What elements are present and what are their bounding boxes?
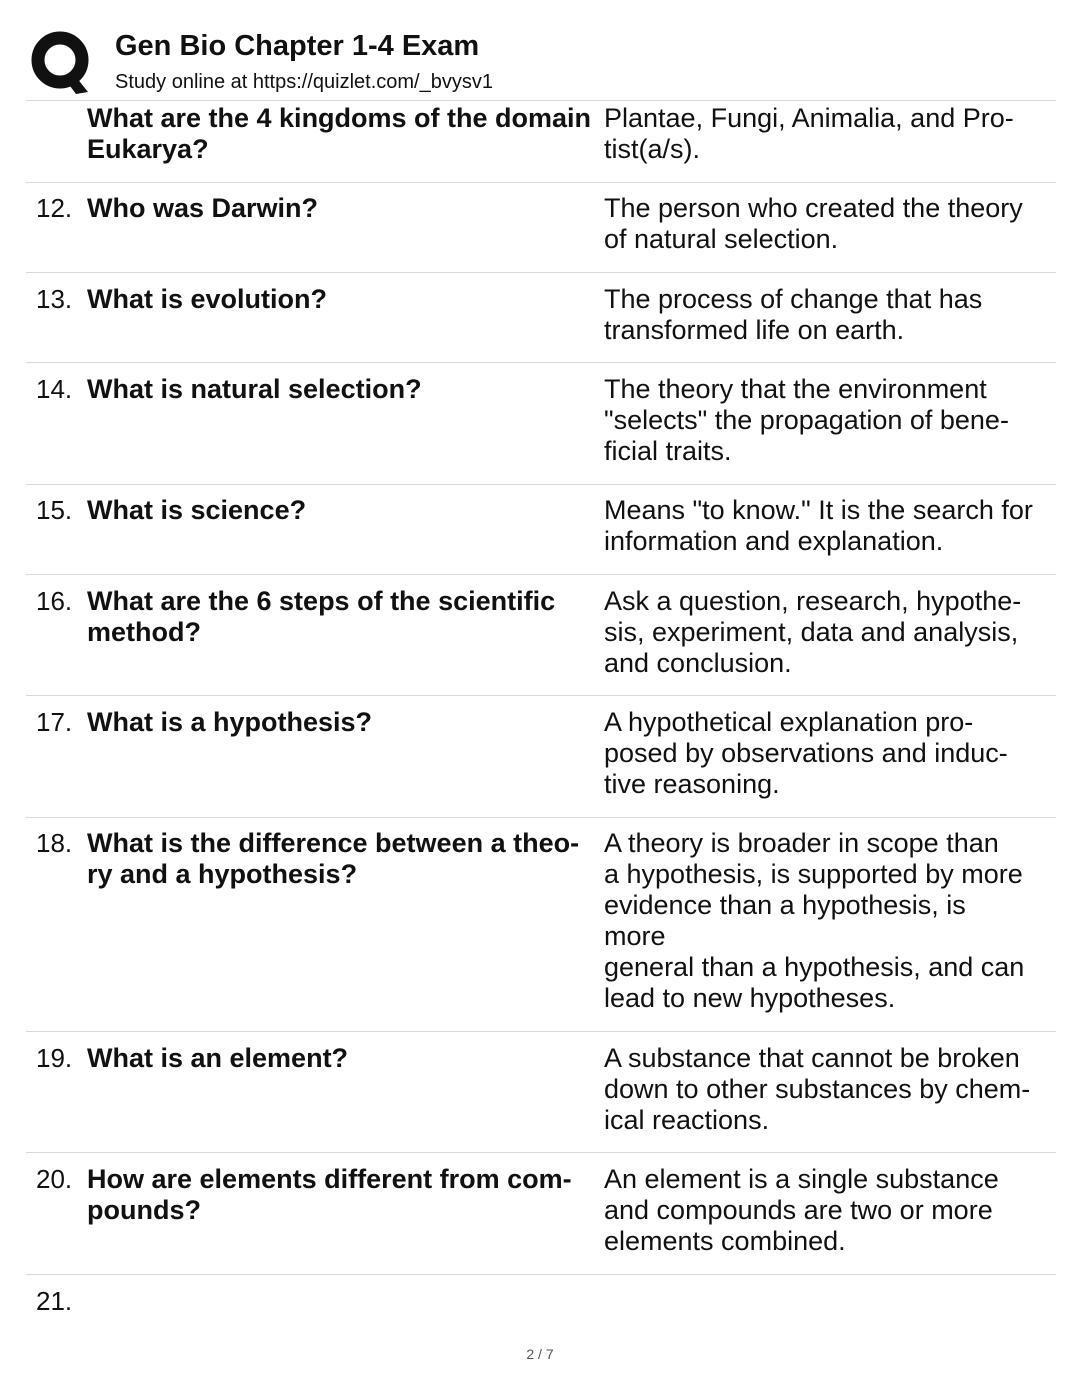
row-divider [26, 1031, 1056, 1032]
row-divider [26, 272, 1056, 273]
row-number: 13. [36, 284, 73, 314]
row-divider [26, 817, 1056, 818]
answer-text: Means "to know." It is the search for information and explanation. [604, 495, 1033, 556]
row-number: 14. [36, 374, 73, 404]
answer-text: Plantae, Fungi, Animalia, and Pro- tist(a/s). [604, 103, 1014, 164]
row-divider [26, 484, 1056, 485]
question-text: What is an element? [87, 1043, 349, 1073]
question-text: What is the difference between a theo- ry and a hypothesis? [87, 828, 580, 889]
study-link-text: Study online at https://quizlet.com/_bvysv1 [115, 71, 493, 93]
question-text: What is a hypothesis? [87, 707, 373, 737]
row-number: 19. [36, 1043, 73, 1073]
row-divider [26, 1274, 1056, 1275]
question-text: What is natural selection? [87, 374, 422, 404]
row-number: 15. [36, 495, 73, 525]
row-number: 20. [36, 1164, 73, 1194]
row-number: 18. [36, 828, 73, 858]
answer-text: A substance that cannot be broken down to other substances by chem- ical reactions. [604, 1043, 1031, 1135]
question-text: What are the 4 kingdoms of the domain Eukarya? [87, 103, 592, 164]
row-number: 16. [36, 586, 73, 616]
question-text: What are the 6 steps of the scientific method? [87, 586, 556, 647]
page-number: 2 / 7 [526, 1346, 554, 1362]
answer-text: A theory is broader in scope than a hypothesis, is supported by more evidence than a hypothesis, is more general than a hypothesis, and can lead to new hypotheses. [604, 828, 1025, 1013]
answer-text: The process of change that has transformed life on earth. [604, 284, 983, 345]
row-divider [26, 1152, 1056, 1153]
document-header [26, 24, 1056, 100]
question-text: What is science? [87, 495, 307, 525]
header-divider [26, 100, 1056, 101]
answer-text: The theory that the environment "selects" the propagation of bene- ficial traits. [604, 374, 1009, 466]
row-divider [26, 362, 1056, 363]
row-divider [26, 695, 1056, 696]
question-text: What is evolution? [87, 284, 327, 314]
answer-text: The person who created the theory of natural selection. [604, 193, 1023, 254]
answer-text: An element is a single substance and compounds are two or more elements combined. [604, 1164, 999, 1256]
row-number: 17. [36, 707, 73, 737]
answer-text: A hypothetical explanation pro- posed by observations and induc- tive reasoning. [604, 707, 1008, 799]
answer-text: Ask a question, research, hypothe- sis, experiment, data and analysis, and conclusion. [604, 586, 1022, 678]
question-text: Who was Darwin? [87, 193, 319, 223]
row-divider [26, 574, 1056, 575]
quizlet-logo-icon [28, 28, 96, 96]
question-text: How are elements different from com- pounds? [87, 1164, 572, 1225]
row-divider [26, 182, 1056, 183]
document-title: Gen Bio Chapter 1-4 Exam [115, 30, 480, 62]
row-number: 21. [36, 1286, 73, 1316]
row-number: 12. [36, 193, 73, 223]
